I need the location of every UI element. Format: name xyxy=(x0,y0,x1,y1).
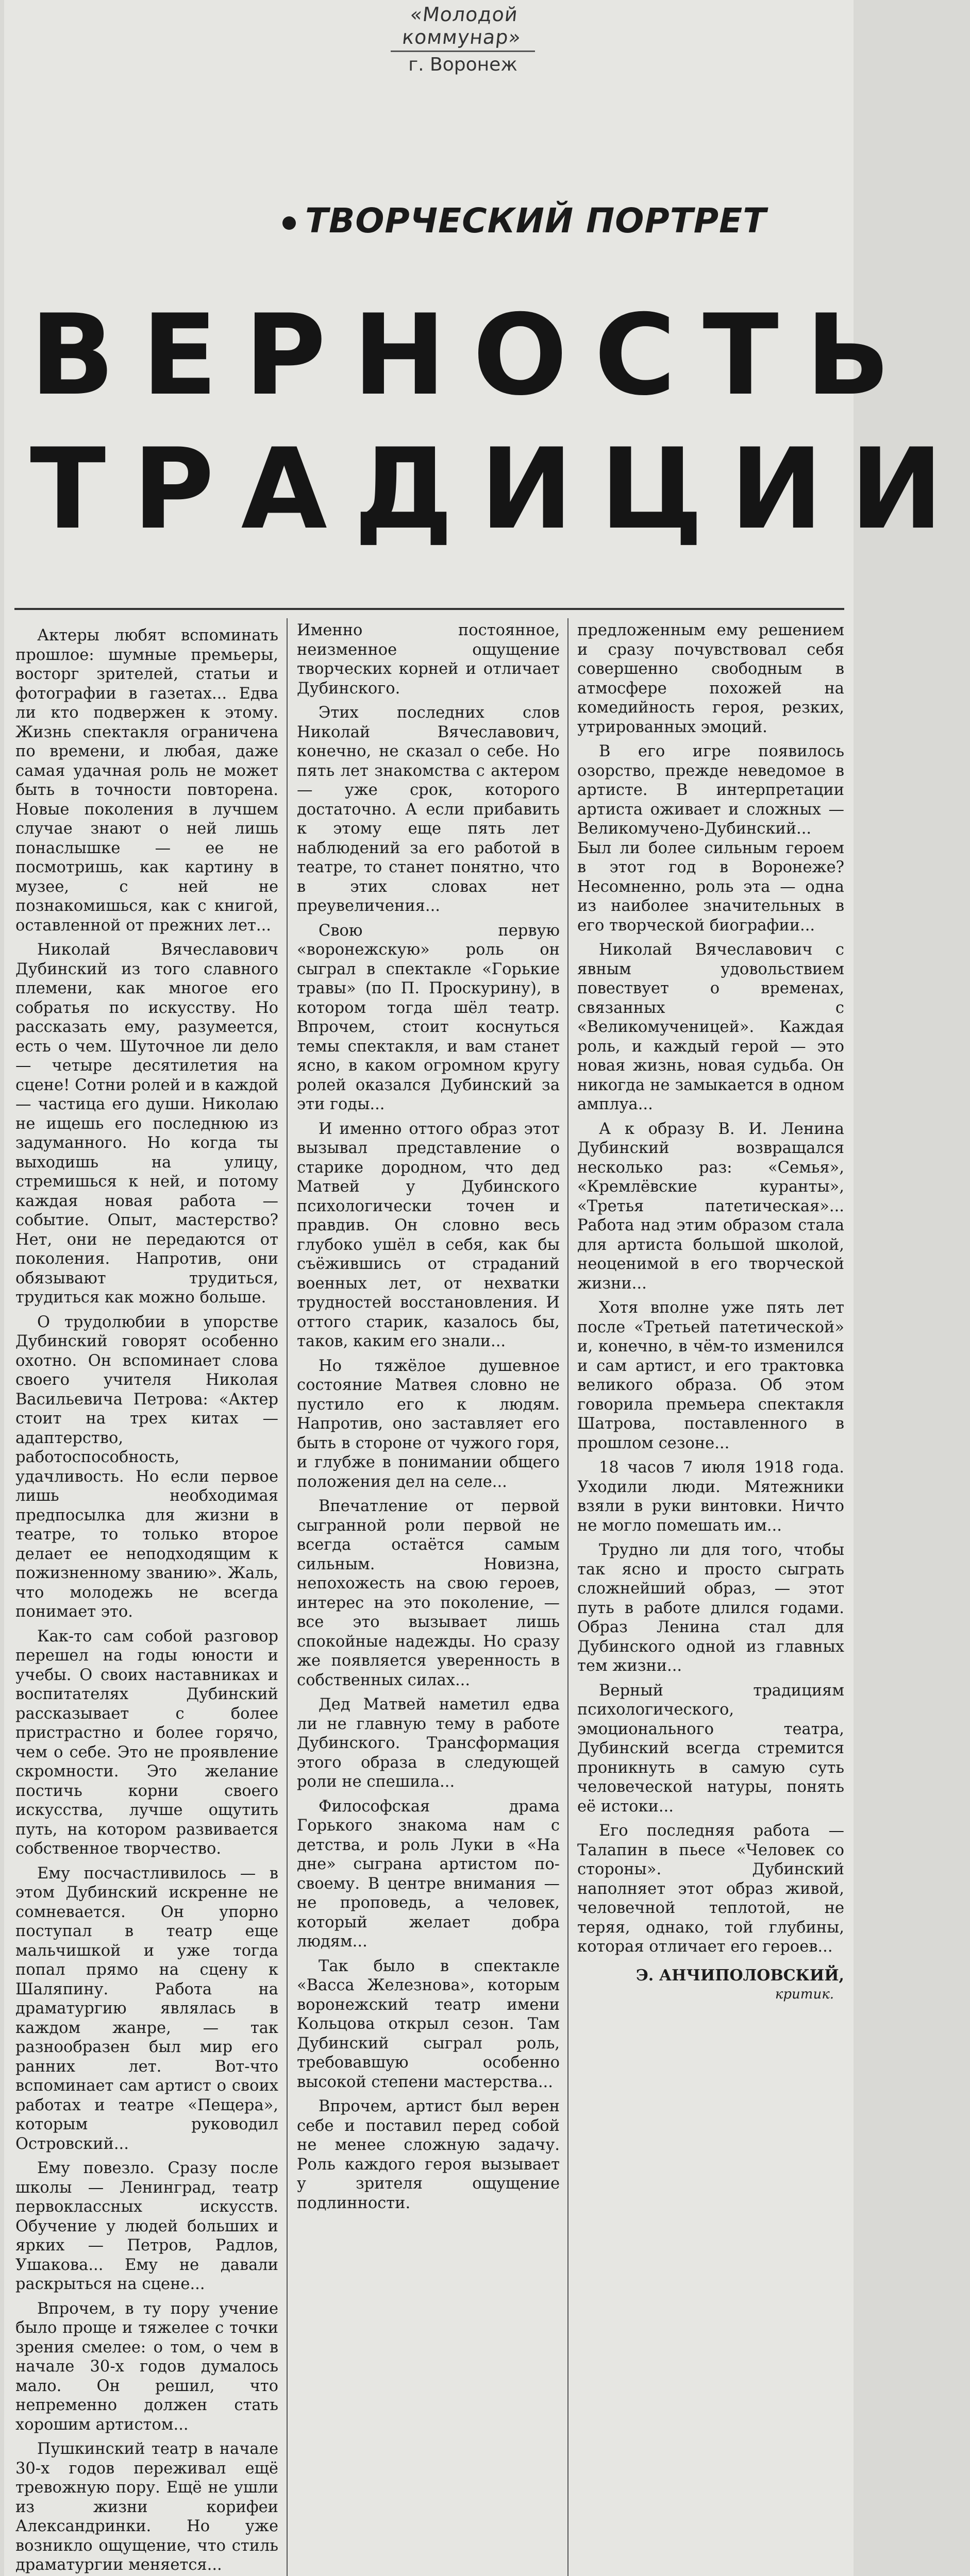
paragraph: Верный традициям психологического, эмоционального театра, Дубинский всегда стремится проникнуть в самую суть человеческой натуры, понять её истоки... xyxy=(577,1681,844,1816)
author-signature: Э. АНЧИПОЛОВСКИЙ, xyxy=(635,1966,844,1985)
title-divider xyxy=(14,608,844,610)
paragraph: Свою первую «воронежскую» роль он сыграл в спектакле «Горькие травы» (по П. Проскурину), в котором тогда шёл театр. Впрочем, стоит коснуться темы спектакля, и вам станет ясно, в каком огромном кругу ролей оказался Дубинский за эти годы... xyxy=(297,921,560,1113)
paragraph: Трудно ли для того, чтобы так ясно и просто сыграть сложнейший образ, — этот путь в работе длился годами. Образ Ленина стал для Дубинского одной из главных тем жизни... xyxy=(577,1541,844,1675)
library-stamp xyxy=(375,3,550,75)
author-role: критик. xyxy=(775,1987,834,2002)
paragraph: Николай Вячеславович Дубинский из того славного племени, как многое его собратья по искусству. Но рассказать ему, разумеется, есть о чем. Шуточное ли дело — четыре десятилетия на сцене! Сотни ролей и в каждой — частица его души. Николаю не ищешь его последнюю из задуманного. Но когда ты выходишь на улицу, стремишься к ней, и потому каждая новая работа — событие. Опыт, мастерство? Нет, они не передаются от поколения. Напротив, они обязывают трудиться, трудиться как можно больше. xyxy=(15,941,278,1307)
paragraph: Философская драма Горького знакома нам с детства, и роль Луки в «На дне» сыграна артистом по-своему. В центре внимания — не проповедь, а человек, который желает добра людям... xyxy=(297,1797,560,1951)
title-line-2: ТРАДИЦИИ xyxy=(30,425,970,554)
paragraph: Так было в спектакле «Васса Железнова», которым воронежский театр имени Кольцова открыл сезон. Там Дубинский сыграл роль, требовавшую особенно высокой степени мастерства... xyxy=(297,1957,560,2091)
paragraph: Николай Вячеславович с явным удовольствием повествует о временах, связанных с «Великомученицей». Каждая роль, и каждый герой — это новая жизнь, новая судьба. Он никогда не замыкается в одном амплуа... xyxy=(577,941,844,1113)
paragraph: Впрочем, в ту пору учение было проще и тяжелее с точки зрения смелее: о том, о чем в начале 30-х годов думалось мало. Он решил, что непременно должен стать хорошим артистом... xyxy=(15,2299,278,2434)
article-title xyxy=(30,289,970,556)
paragraph: предложенным ему решением и сразу почувствовал себя совершенно свободным в атмосфере похожей на комедийность героя, резких, утрированных эмоций. xyxy=(577,621,844,736)
paragraph: Этих последних слов Николай Вячеславович, конечно, не сказал о себе. Но пять лет знакомства с актером — уже срок, которого достаточно. А если прибавить к этому еще пять лет наблюдений за его работой в театре, то станет понятно, что в этих словах нет преувеличения... xyxy=(297,704,560,915)
paragraph: Хотя вполне уже пять лет после «Третьей патетической» и, конечно, в чём-то изменился и сам артист, и его трактовка великого образа. Об этом говорила премьера спектакля Шатрова, поставленного в прошлом сезоне... xyxy=(577,1299,844,1452)
paragraph: Актеры любят вспоминать прошлое: шумные премьеры, восторг зрителей, статьи и фотографии в газетах... Едва ли кто подвержен к этому. Жизнь спектакля ограничена по времени, и любая, даже самая удачная роль не может быть в точности повторена. Новые поколения в лучшем случае знают о ней лишь понаслышке — ее не посмотришь, как картину в музее, с ней не познакомишься, как с книгой, оставленной от прежних лет... xyxy=(15,626,278,935)
paragraph: Впечатление от первой сыгранной роли первой не всегда остаётся самым сильным. Новизна, непохожесть на свою героев, интерес на это поколение, — все это вызывает лишь спокойные надежды. Но сразу же появляется уверенность в собственных силах... xyxy=(297,1497,560,1689)
paragraph: И именно оттого образ этот вызывал представление о старике дородном, что дед Матвей у Дубинского психологически точен и правдив. Он словно весь глубоко ушёл в себя, как бы съёжившись от страданий военных лет, от нехватки трудностей восстановления. И оттого старик, казалось бы, таков, каким его знали... xyxy=(297,1120,560,1350)
paragraph: Дед Матвей наметил едва ли не главную тему в работе Дубинского. Трансформация этого образа в следующей роли не спешила... xyxy=(297,1696,560,1791)
column-1 xyxy=(15,626,278,2576)
paragraph: О трудолюбии в упорстве Дубинский говорят особенно охотно. Он вспоминает слова своего учителя Николая Васильевича Петрова: «Актер стоит на трех китах — адаптерство, работоспособность, удачливость. Но если первое лишь необходимая предпосылка для жизни в театре, то только второе делает ее неподходящим к пожизненному званию». Жаль, что молодежь не всегда понимает это. xyxy=(15,1313,278,1621)
paragraph: А к образу В. И. Ленина Дубинский возвращался несколько раз: «Семья», «Кремлёвские куранты», «Третья патетическая»... Работа над этим образом стала для артиста большой школой, неоценимой в его творческой жизни... xyxy=(577,1120,844,1293)
column-3 xyxy=(577,621,844,2576)
paragraph: Но тяжёлое душевное состояние Матвея словно не пустило его к людям. Напротив, оно заставляет его быть в стороне от чужого горя, и глубже в понимании общего положения дел на селе... xyxy=(297,1357,560,1491)
column-2 xyxy=(297,621,560,2576)
column-divider xyxy=(567,618,568,2576)
stamp-paper-name: «Молодой коммунар» xyxy=(401,3,523,48)
bullet-icon xyxy=(282,216,296,230)
column-divider xyxy=(287,618,288,2576)
paragraph: Его последняя работа — Талапин в пьесе «Человек со стороны». Дубинский наполняет этот образ живой, человечной теплотой, не теряя, однако, той глубины, которая отличает его героев... xyxy=(577,1822,844,1956)
paragraph: Как-то сам собой разговор перешел на годы юности и учебы. О своих наставниках и воспитателях Дубинский рассказывает с более пристрастно и более горячо, чем о себе. Это не проявление скромности. Это желание постичь корни своего искусства, лучше ощутить путь, на котором развивается собственное творчество. xyxy=(15,1627,278,1858)
paragraph: Пушкинский театр в начале 30-х годов переживал ещё тревожную пору. Ещё не ушли из жизни корифеи Александринки. Но уже возникло ощущение, что стиль драматургии меняется... xyxy=(15,2440,278,2574)
paragraph: 18 часов 7 июля 1918 года. Уходили люди. Мятежники взяли в руки винтовки. Ничто не могло помешать им... xyxy=(577,1459,844,1535)
rubric-heading xyxy=(282,201,844,241)
newspaper-page xyxy=(4,0,970,2576)
paragraph: В его игре появилось озорство, прежде неведомое в артисте. В интерпретации артиста оживает и сложных — Великомучено-Дубинский... Был ли более сильным героем в этот год в Воронеже? Несомненно, роль эта — одна из наиболее значительных в его творческой биографии... xyxy=(577,742,844,935)
paragraph: Именно постоянное, неизменное ощущение творческих корней и отличает Дубинского. xyxy=(297,621,560,698)
stamp-divider xyxy=(391,50,535,52)
title-line-1: ВЕРНОСТЬ xyxy=(30,291,917,420)
rubric-label: ТВОРЧЕСКИЙ ПОРТРЕТ xyxy=(305,201,767,241)
paragraph: Впрочем, артист был верен себе и поставил перед собой не менее сложную задачу. Роль каждого героя вызывает у зрителя ощущение подлинности. xyxy=(297,2097,560,2212)
stamp-city: г. Воронеж xyxy=(408,54,517,75)
paragraph: Ему повезло. Сразу после школы — Ленинград, театр первоклассных искусств. Обучение у людей больших и ярких — Петров, Радлов, Ушакова... Ему не давали раскрыться на сцене... xyxy=(15,2159,278,2293)
paragraph: Ему посчастливилось — в этом Дубинский искренне не сомневается. Он упорно поступал в театр еще мальчишкой и уже тогда попал прямо на сцену к Шаляпину. Работа на драматургию являлась в каждом жанре, — так разнообразен был мир его ранних лет. Вот-что вспоминает сам артист о своих работах и театре «Пещера», которым руководил Островский... xyxy=(15,1864,278,2153)
